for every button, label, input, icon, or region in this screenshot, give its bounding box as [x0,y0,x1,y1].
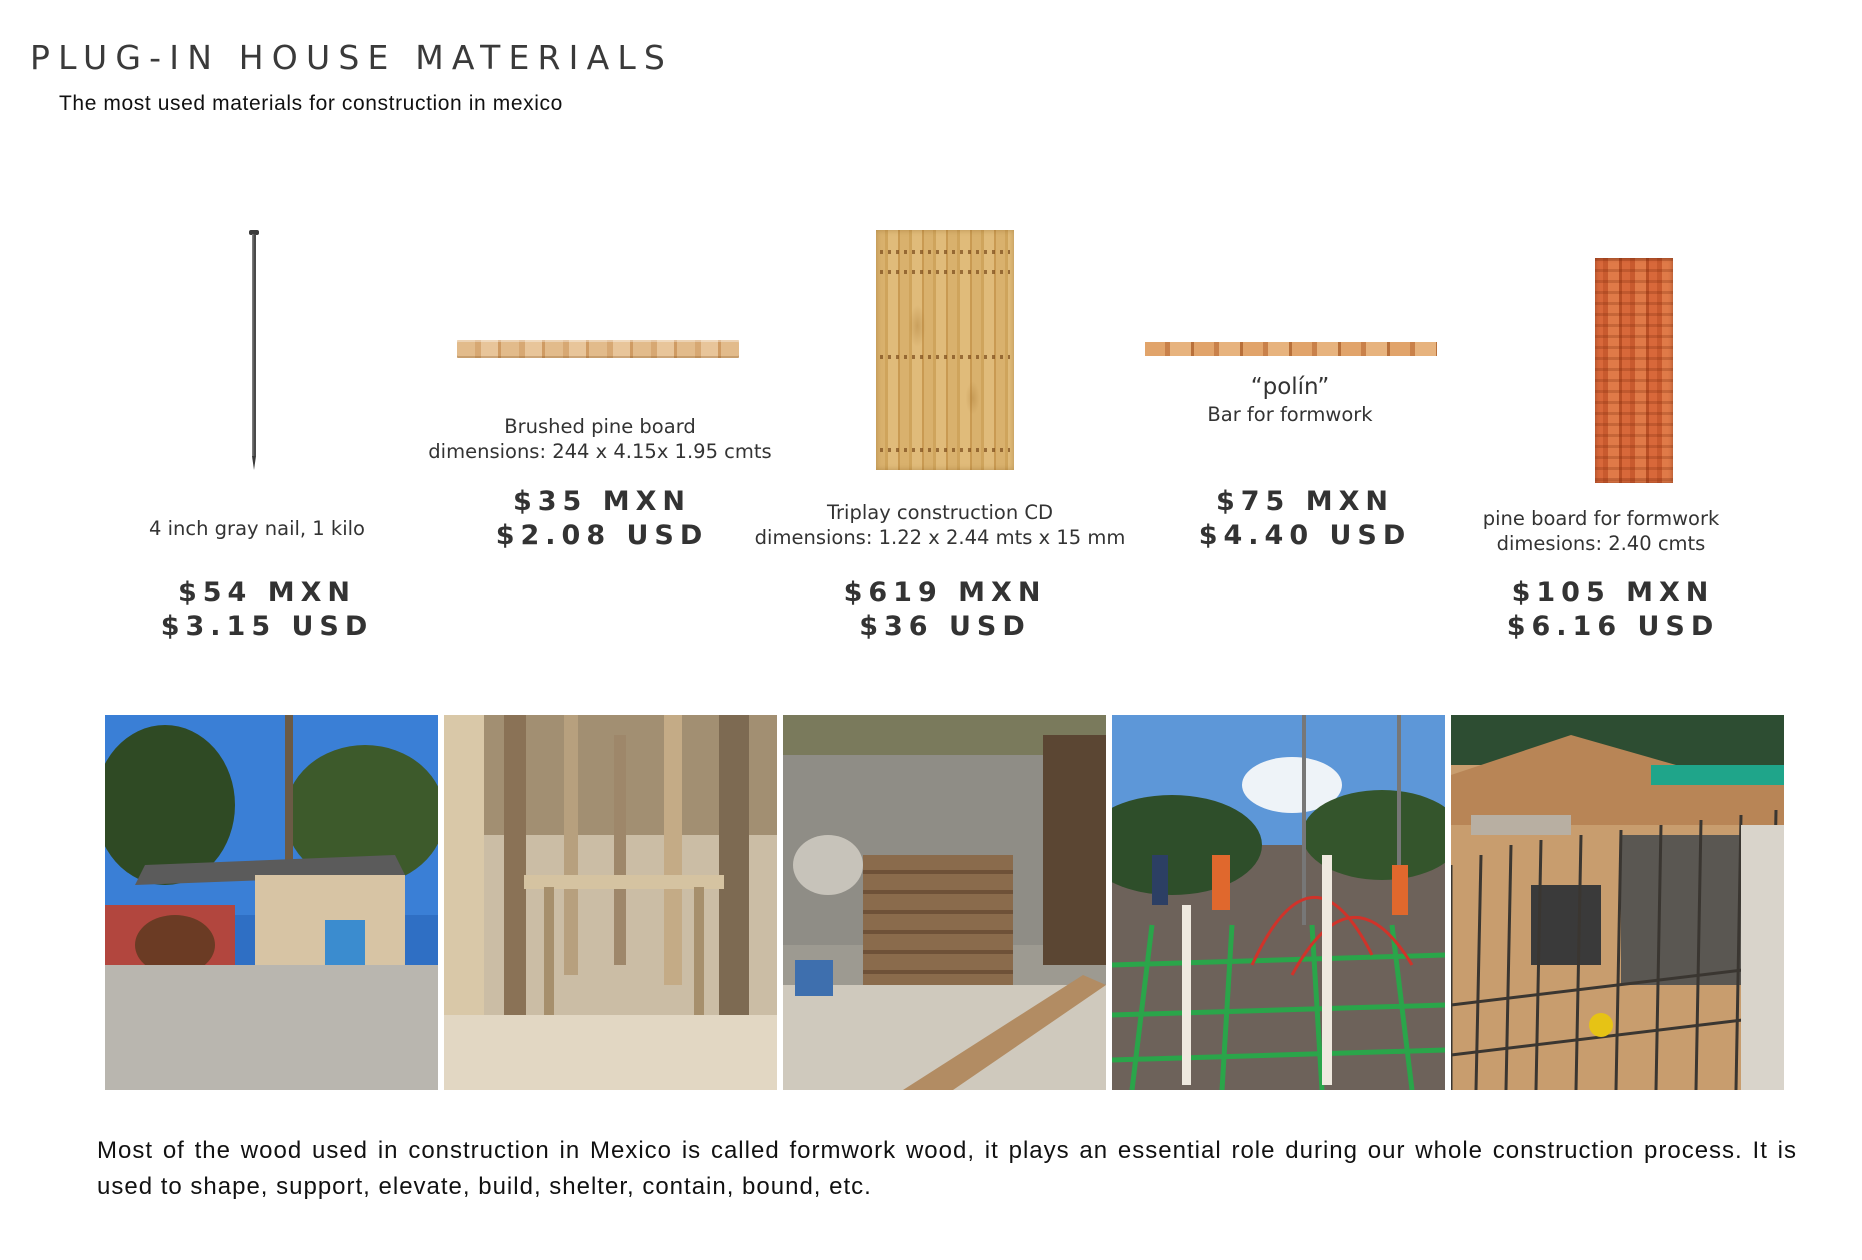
price-usd: $6.16 USD [1506,611,1720,642]
formwork-board-icon [1595,258,1673,483]
material-label-plywood: Triplay construction CD dimensions: 1.22 x 2.44 mts x 15 mm [754,501,1126,549]
page-subtitle: The most used materials for construction in mexico [59,92,563,115]
material-price-nail [161,576,374,644]
polin-bar-icon [1145,342,1437,356]
material-price-pine-board [496,485,709,553]
material-label-formwork-board: pine board for formwork dimesions: 2.40 cmts [1482,507,1720,555]
plywood-sheet-icon [876,230,1014,470]
stacked-formwork-photo [783,715,1106,1090]
material-label-nail: 4 inch gray nail, 1 kilo [149,517,365,540]
price-usd: $36 USD [859,611,1031,642]
material-label-polin: “polín” Bar for formwork [1207,374,1373,426]
nail-icon [249,230,259,470]
material-price-plywood [844,576,1047,644]
price-usd: $4.40 USD [1198,520,1412,551]
material-label-pine-board: Brushed pine board dimensions: 244 x 4.15x 1.95 cmts [428,415,772,463]
price-mxn: $619 MXN [843,577,1047,608]
price-usd: $2.08 USD [495,520,709,551]
wooden-shoring-photo [444,715,777,1090]
price-mxn: $75 MXN [1215,486,1395,517]
price-usd: $3.15 USD [160,611,374,642]
material-price-polin [1199,485,1412,553]
site-shed-photo [105,715,438,1090]
material-price-formwork-board [1507,576,1720,644]
workers-rebar-photo [1112,715,1445,1090]
price-mxn: $54 MXN [177,577,357,608]
foundation-rebar-photo [1451,715,1784,1090]
price-mxn: $35 MXN [512,486,692,517]
description-paragraph: Most of the wood used in construction in Mexico is called formwork wood, it plays an essential role during our whole construction process. It is used to shape, support, elevate, build, shelter, contain, bound, etc. [97,1137,1797,1200]
page-title: PLUG-IN HOUSE MATERIALS [30,38,674,77]
price-mxn: $105 MXN [1511,577,1715,608]
pine-board-icon [457,340,739,358]
